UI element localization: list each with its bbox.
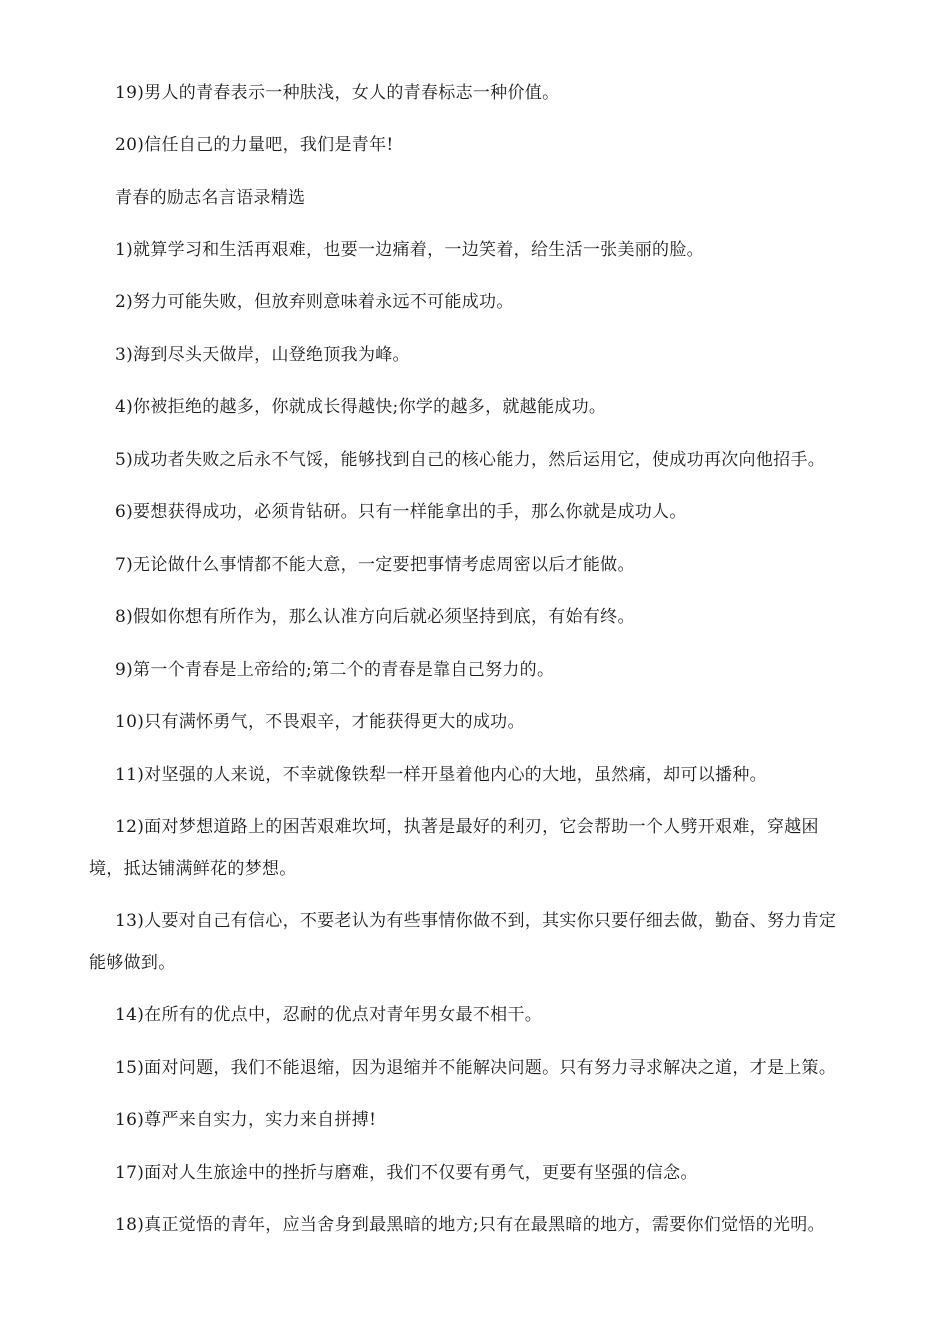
quote-3: 3)海到尽头天做岸，山登绝顶我为峰。 [115, 345, 410, 365]
quote-19: 19)男人的青春表示一种肤浅，女人的青春标志一种价值。 [115, 83, 560, 103]
quote-13-continued: 能够做到。 [89, 953, 176, 973]
quote-12: 12)面对梦想道路上的困苦艰难坎坷，执著是最好的利刃，它会帮助一个人劈开艰难，穿越困 [115, 817, 819, 837]
quote-10: 10)只有满怀勇气，不畏艰辛，才能获得更大的成功。 [115, 712, 525, 732]
quote-20: 20)信任自己的力量吧，我们是青年! [115, 135, 394, 155]
quote-13: 13)人要对自己有信心，不要老认为有些事情你做不到，其实你只要仔细去做，勤奋、努力肯定 [115, 911, 837, 931]
quote-18: 18)真正觉悟的青年，应当舍身到最黑暗的地方;只有在最黑暗的地方，需要你们觉悟的光明。 [115, 1215, 825, 1235]
quote-12-continued: 境，抵达铺满鲜花的梦想。 [89, 859, 297, 879]
quote-11: 11)对坚强的人来说，不幸就像铁犁一样开垦着他内心的大地，虽然痛，却可以播种。 [115, 765, 767, 785]
quote-16: 16)尊严来自实力，实力来自拼搏! [115, 1110, 377, 1130]
section-heading: 青春的励志名言语录精选 [115, 188, 306, 208]
quote-17: 17)面对人生旅途中的挫折与磨难，我们不仅要有勇气，更要有坚强的信念。 [115, 1163, 698, 1183]
quote-7: 7)无论做什么事情都不能大意，一定要把事情考虑周密以后才能做。 [115, 555, 635, 575]
quote-1: 1)就算学习和生活再艰难，也要一边痛着，一边笑着，给生活一张美丽的脸。 [115, 240, 704, 260]
quote-15: 15)面对问题，我们不能退缩，因为退缩并不能解决问题。只有努力寻求解决之道，才是上策。 [115, 1058, 837, 1078]
quote-4: 4)你被拒绝的越多，你就成长得越快;你学的越多，就越能成功。 [115, 397, 607, 417]
quote-8: 8)假如你想有所作为，那么认准方向后就必须坚持到底，有始有终。 [115, 607, 635, 627]
quote-2: 2)努力可能失败，但放弃则意味着永远不可能成功。 [115, 292, 514, 312]
quote-5: 5)成功者失败之后永不气馁，能够找到自己的核心能力，然后运用它，使成功再次向他招手。 [115, 450, 826, 470]
quote-6: 6)要想获得成功，必须肯钻研。只有一样能拿出的手，那么你就是成功人。 [115, 502, 687, 522]
quote-14: 14)在所有的优点中，忍耐的优点对青年男女最不相干。 [115, 1005, 543, 1025]
quote-9: 9)第一个青春是上帝给的;第二个的青春是靠自己努力的。 [115, 660, 555, 680]
